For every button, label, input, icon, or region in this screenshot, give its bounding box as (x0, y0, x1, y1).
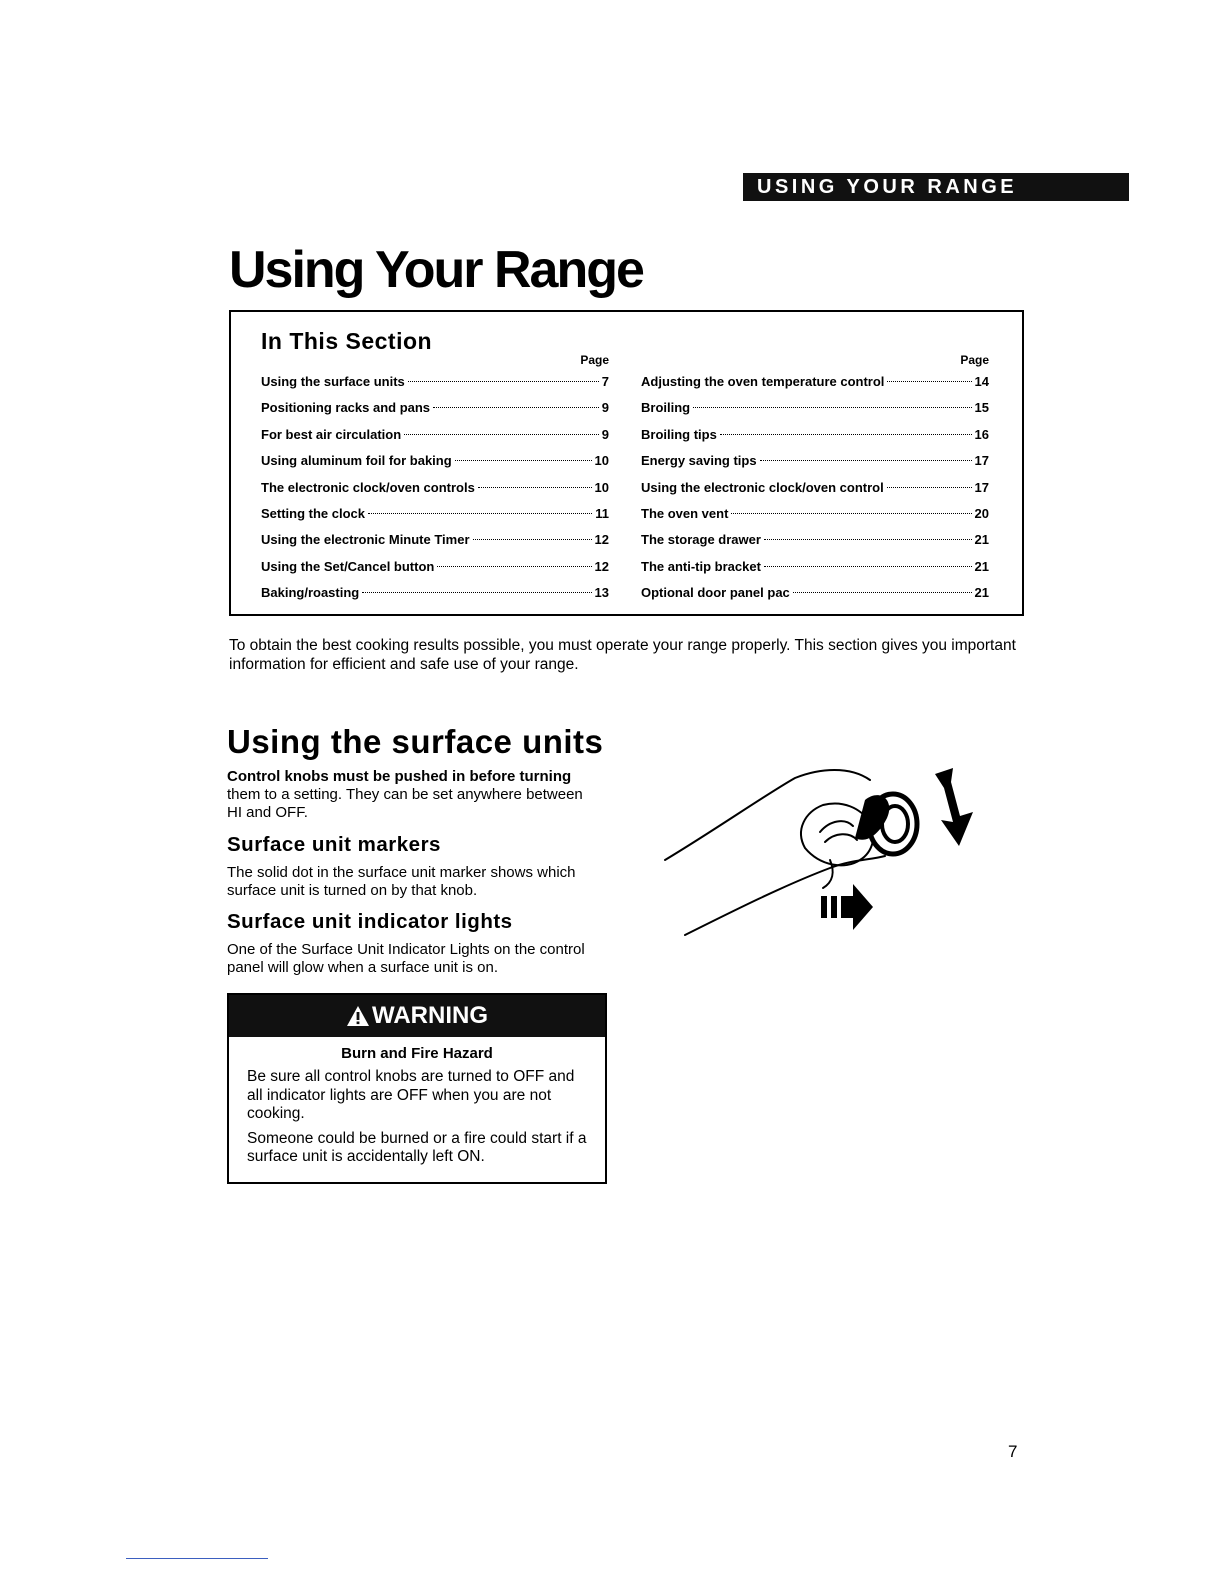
section-banner: USING YOUR RANGE (743, 173, 1129, 201)
markers-heading: Surface unit markers (227, 833, 441, 856)
page-title: Using Your Range (229, 241, 643, 299)
toc-entry (261, 369, 609, 395)
toc-entry (641, 501, 989, 527)
toc-entry-label: Adjusting the oven temperature control (641, 374, 885, 389)
toc-entry (641, 527, 989, 553)
toc-entry (641, 554, 989, 580)
toc-entry (261, 527, 609, 553)
toc-entry-label: The anti-tip bracket (641, 558, 761, 574)
toc-entry (641, 369, 989, 395)
toc-entry-label: Positioning racks and pans (261, 400, 431, 416)
toc-leader-dots (887, 487, 972, 488)
toc-box (229, 310, 1024, 616)
toc-entry-page: 12 (594, 532, 609, 548)
control-knobs-bold: Control knobs must be pushed in before turning (227, 768, 572, 785)
warning-text-2: Someone could be burned or a fire could start if a surface unit is accidentally left ON. (247, 1129, 587, 1165)
toc-leader-dots (368, 513, 592, 514)
toc-entry-page: 14 (974, 374, 989, 389)
toc-entry (261, 475, 609, 501)
toc-page-label: Page (960, 353, 989, 367)
toc-entry (641, 580, 989, 606)
control-knobs-rest: them to a setting. They can be set anywhere between HI and OFF. (227, 786, 583, 821)
toc-leader-dots (455, 460, 592, 461)
toc-entry-label: Broiling tips (641, 426, 717, 442)
toc-entry (641, 448, 989, 474)
intro-paragraph: To obtain the best cooking results possible, you must operate your range properly. This section gives you important information for efficient and safe use of your range. (229, 637, 1016, 673)
toc-entry-page: 15 (974, 400, 989, 416)
knob-push-turn-illustration (655, 760, 985, 940)
warning-header (229, 995, 605, 1037)
toc-entry-page: 10 (594, 479, 609, 495)
toc-entry-page: 17 (974, 453, 989, 469)
toc-entry-page: 20 (974, 505, 989, 521)
toc-entry-page: 16 (974, 426, 989, 442)
toc-entry-page: 9 (601, 400, 609, 416)
toc-entry (641, 475, 989, 501)
toc-right-list (641, 369, 989, 607)
toc-entry-label: Optional door panel pac (641, 585, 790, 601)
toc-entry (641, 422, 989, 448)
toc-entry-page: 13 (594, 585, 609, 601)
toc-leader-dots (720, 434, 972, 435)
toc-entry-label: Baking/roasting (261, 585, 360, 601)
toc-entry (261, 448, 609, 474)
toc-entry (261, 422, 609, 448)
toc-left-column (261, 352, 609, 607)
footer-rule (126, 1558, 268, 1559)
toc-entry-page: 7 (601, 374, 609, 389)
toc-entry-label: Using the Set/Cancel button (261, 558, 435, 574)
toc-entry-label: Using the electronic Minute Timer (261, 532, 470, 548)
toc-leader-dots (404, 434, 599, 435)
toc-entry (641, 395, 989, 421)
toc-entry-label: The electronic clock/oven controls (261, 479, 475, 495)
hazard-title: Burn and Fire Hazard (341, 1045, 493, 1062)
toc-leader-dots (731, 513, 971, 514)
toc-leader-dots (437, 566, 591, 567)
toc-entry-page: 11 (595, 505, 609, 521)
toc-entry-page: 21 (974, 532, 989, 548)
toc-right-column (641, 352, 989, 607)
toc-entry-label: Energy saving tips (641, 453, 757, 469)
toc-entry-label: Using the surface units (261, 374, 405, 389)
warning-label: WARNING (372, 1002, 488, 1029)
toc-entry-label: For best air circulation (261, 426, 402, 442)
toc-entry (261, 580, 609, 606)
indicator-lights-paragraph: One of the Surface Unit Indicator Lights on the control panel will glow when a surface unit is on. (227, 941, 585, 976)
toc-entry-label: Setting the clock (261, 505, 366, 521)
toc-entry-label: The storage drawer (641, 532, 761, 548)
toc-leader-dots (473, 539, 592, 540)
toc-leader-dots (478, 487, 592, 488)
indicator-lights-heading: Surface unit indicator lights (227, 910, 513, 933)
toc-leader-dots (887, 381, 971, 382)
toc-entry-label: Using aluminum foil for baking (261, 453, 452, 469)
toc-leader-dots (793, 592, 972, 593)
toc-leader-dots (408, 381, 599, 382)
toc-left-list (261, 369, 609, 607)
toc-entry-label: Using the electronic clock/oven control (641, 479, 884, 495)
toc-heading: In This Section (261, 328, 433, 354)
warning-box (227, 993, 607, 1184)
toc-entry-page: 21 (974, 558, 989, 574)
surface-units-heading: Using the surface units (227, 723, 604, 760)
toc-leader-dots (764, 566, 972, 567)
toc-leader-dots (760, 460, 972, 461)
toc-leader-dots (764, 539, 972, 540)
toc-entry-label: The oven vent (641, 505, 729, 521)
page-number: 7 (1008, 1442, 1018, 1461)
toc-entry (261, 554, 609, 580)
control-knobs-paragraph (227, 768, 587, 822)
toc-entry (261, 501, 609, 527)
toc-leader-dots (362, 592, 591, 593)
toc-entry-page: 9 (601, 426, 609, 442)
markers-paragraph: The solid dot in the surface unit marker shows which surface unit is turned on by that knob. (227, 864, 576, 899)
toc-entry-page: 21 (974, 585, 989, 601)
toc-page-label: Page (580, 353, 609, 367)
toc-entry-page: 10 (594, 453, 609, 469)
toc-entry-page: 17 (974, 479, 989, 495)
toc-entry (261, 395, 609, 421)
toc-leader-dots (693, 407, 971, 408)
warning-text-1: Be sure all control knobs are turned to OFF and all indicator lights are OFF when you are not cooking. (247, 1068, 575, 1122)
toc-entry-label: Broiling (641, 400, 691, 416)
toc-leader-dots (433, 407, 599, 408)
toc-entry-page: 12 (594, 558, 609, 574)
warning-triangle-icon (346, 1005, 370, 1027)
